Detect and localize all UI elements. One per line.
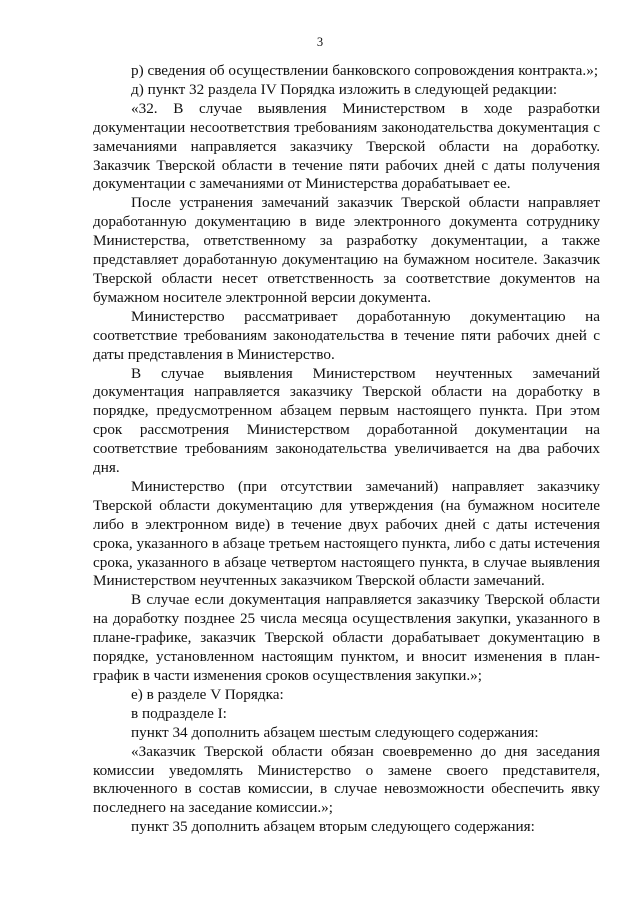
paragraph-ministry-sends: Министерство (при отсутствии замечаний) направляет заказчику Тверской области документацию для утверждения (на бумажном носителе либо в электронном виде) в течение двух рабочих дней с даты истечения срока, указанного в абзаце третьем настоящего пункта, либо с даты истечения срока, указанного в абзаце четвертом настоящего пункта, в случае выявления Министерством неучтенных заказчиком Тверской области замечаний. (93, 477, 600, 590)
paragraph-quote-34: «Заказчик Тверской области обязан своевременно до дня заседания комиссии уведомлять Министерство о замене своего представителя, включенного в состав комиссии, в случае невозможности обеспечить явку последнего на заседание комиссии.»; (93, 742, 600, 817)
paragraph-p-item: р) сведения об осуществлении банковского сопровождения контракта.»; (131, 62, 599, 79)
paragraph-point-34: пункт 34 дополнить абзацем шестым следующего содержания: (131, 723, 539, 741)
paragraph-subsection-1: в подразделе I: (131, 704, 227, 722)
paragraph-after-corrections: После устранения замечаний заказчик Тверской области направляет доработанную документацию в виде электронного документа сотруднику Министерства, ответственному за разработку документации, а также представляет доработанную документацию на бумажном носителе. Заказчик Тверской области несет ответственность за соответствие документов на бумажном носителе электронной версии документа. (93, 194, 600, 306)
paragraph-late-revision: В случае если документация направляется заказчику Тверской области на доработку позднее 25 числа месяца осуществления закупки, указанного в плане-графике, заказчик Тверской области дорабатывает документацию в порядке, установленном настоящим пунктом, и вносит изменения в план-график в части изменения сроков осуществления закупки.»; (93, 591, 600, 684)
paragraph-ministry-review: Министерство рассматривает доработанную документацию на соответствие требованиям законодательства в течение пяти рабочих дней с даты представления в Министерство. (93, 307, 600, 363)
document-body (93, 62, 600, 837)
paragraph-32-intro: «32. В случае выявления Министерством в ходе разработки документации несоответствия требованиям законодательства документация с замечаниями направляется заказчику Тверской области на доработку. Заказчик Тверской области в течение пяти рабочих дней с даты получения документации с замечаниями от Министерства дорабатывает ее. (93, 99, 600, 193)
paragraph-e-item: е) в разделе V Порядка: (131, 685, 284, 703)
paragraph-point-35: пункт 35 дополнить абзацем вторым следующего содержания: (131, 818, 535, 836)
paragraph-d-item: д) пункт 32 раздела IV Порядка изложить в следующей редакции: (131, 80, 558, 98)
page-number: 3 (316, 35, 324, 49)
paragraph-unaccounted-remarks: В случае выявления Министерством неучтенных замечаний документация направляется заказчику Тверской области на доработку в порядке, предусмотренном абзацем первым настоящего пункта. При этом срок рассмотрения Министерством доработанной документации на соответствие требованиям законодательства увеличивается на два рабочих дня. (93, 364, 600, 477)
